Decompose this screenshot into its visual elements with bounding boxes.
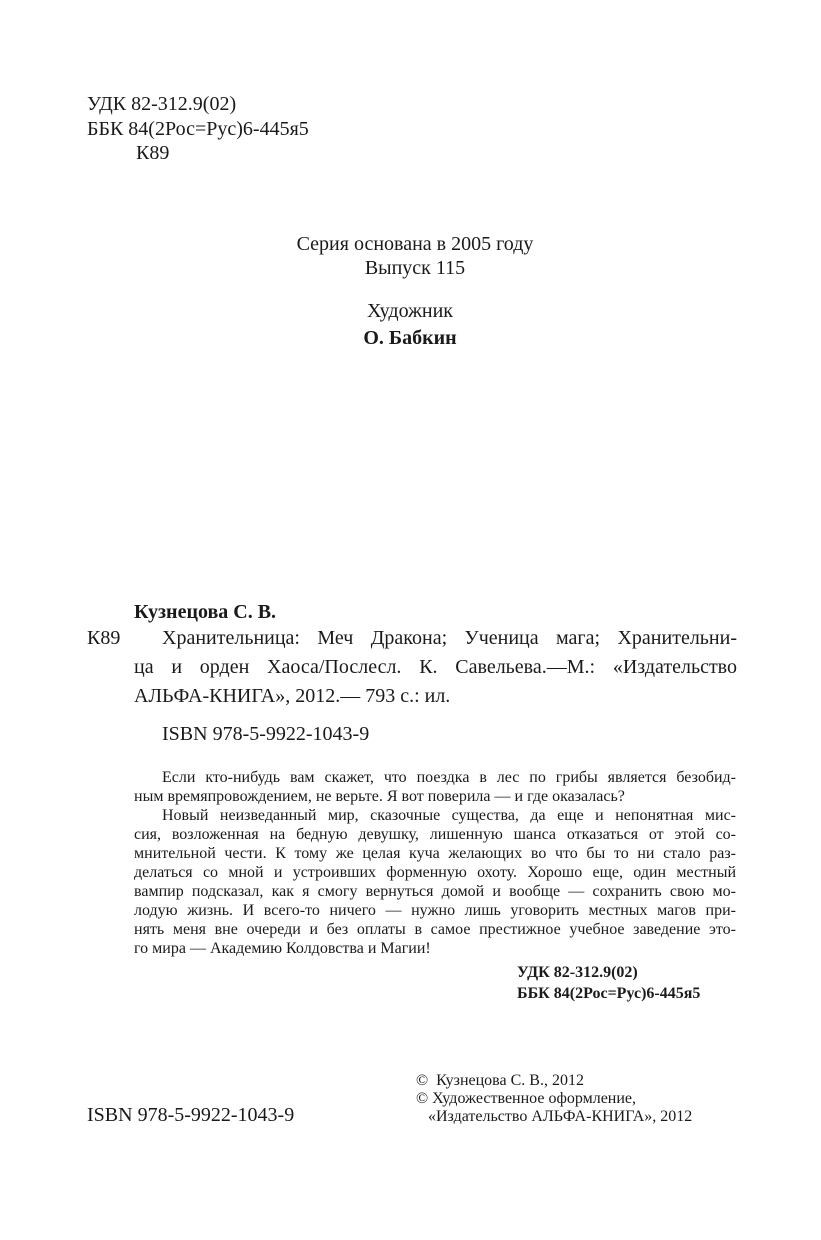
annotation-line: мнительной чести. К тому же целая куча желающих во что бы то ни стало раз- <box>134 845 736 862</box>
annotation-line: лодую жизнь. И всего-то ничего — нужно лишь уговорить местных магов при- <box>134 902 736 919</box>
annotation-line: нять меня вне очереди и без оплаты в самое престижное учебное заведение это- <box>134 921 736 938</box>
annotation-line: Если кто-нибудь вам скажет, что поездка в лес по грибы является безобид- <box>162 769 736 786</box>
footer-isbn: ISBN 978-5-9922-1043-9 <box>87 1104 295 1126</box>
copyright-design-line2: «Издательство АЛЬФА-КНИГА», 2012 <box>428 1108 693 1125</box>
card-mark: К89 <box>87 627 121 649</box>
udk-header: УДК 82-312.9(02) <box>87 93 237 115</box>
annotation-line: сия, возложенная на бедную девушку, лишенную шанса отказаться от этой со- <box>134 826 736 843</box>
annotation-line: ным времяпровождением, не верьте. Я вот поверила — и где оказалась? <box>134 788 625 805</box>
annotation-line: вампир подсказал, как я смогу вернуться домой и вообще — сохранить свою мо- <box>134 883 736 900</box>
card-description-line: АЛЬФА-КНИГА», 2012.— 793 с.: ил. <box>134 685 451 707</box>
card-description <box>134 624 737 711</box>
card-isbn: ISBN 978-5-9922-1043-9 <box>162 723 370 745</box>
bbk-header: ББК 84(2Рос=Рус)6-445я5 <box>87 118 309 140</box>
copyright-author: © Кузнецова С. В., 2012 <box>416 1072 584 1089</box>
card-description-line: Хранительница: Меч Дракона; Ученица мага; Хранительни- <box>162 627 737 649</box>
card-author: Кузнецова С. В. <box>134 601 277 623</box>
annotation <box>134 768 736 958</box>
annotation-line: Новый неизведанный мир, сказочные существа, да еще и непонятная мис- <box>162 807 736 824</box>
bbk-annotation: ББК 84(2Рос=Рус)6-445я5 <box>517 985 701 1002</box>
artist-label: Художник <box>366 300 454 322</box>
udk-annotation: УДК 82-312.9(02) <box>517 964 638 981</box>
annotation-line: делаться со мной и устроивших форменную охоту. Хорошо еще, один местный <box>134 864 736 881</box>
copyright-design-line1: © Художественное оформление, <box>416 1090 637 1107</box>
series-issue: Выпуск 115 <box>364 257 466 279</box>
annotation-line: го мира — Академию Колдовства и Магии! <box>134 940 431 957</box>
card-description-line: ца и орден Хаоса/Послесл. К. Савельева.—М.: «Издательство <box>134 656 737 678</box>
series-founded: Серия основана в 2005 году <box>296 233 534 255</box>
artist-name: О. Бабкин <box>363 327 457 349</box>
author-mark-header: К89 <box>136 142 170 164</box>
